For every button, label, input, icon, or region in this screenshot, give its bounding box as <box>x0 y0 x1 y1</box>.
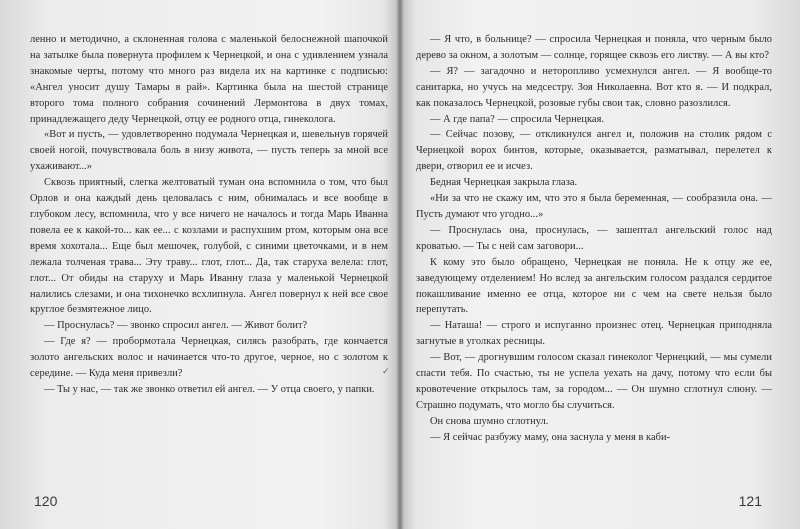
paragraph: Он снова шумно сглотнул. <box>430 415 549 427</box>
paragraph: Бедная Чернецкая закрыла глаза. <box>430 177 578 189</box>
margin-mark: ✓ <box>382 366 390 376</box>
left-page <box>0 0 398 529</box>
paragraph: «Ни за что не скажу им, что это я была беременная, — сообразила она. — Пусть думают что угодно...» <box>416 193 772 220</box>
paragraph: — Проснулась она, проснулась, — зашептал ангельский голос над кроватью. — Ты с ней сам заговори... <box>416 224 772 252</box>
right-page <box>402 0 800 529</box>
paragraph: — Я сейчас разбужу маму, она заснула у меня в каби- <box>430 431 671 443</box>
left-page-text <box>30 32 388 398</box>
page-number: 121 <box>738 493 762 509</box>
paragraph: — А где папа? — спросила Чернецкая. <box>430 113 605 125</box>
paragraph: — Сейчас позову, — откликнулся ангел и, положив на столик рядом с Чернецкой ворох бинтов, которые, оказывается, разматывал, перелетел к двери, отворил ее и исчез. <box>416 129 772 173</box>
paragraph: — Наташа! — строго и испуганно произнес отец. Чернецкая приподняла загнутые в уголках ресницы. <box>416 320 772 348</box>
paragraph: — Где я? — пробормотала Чернецкая, силясь разобрать, где кончается золото ангельских волос и начинается что-то другое, черное, но с золотом к середине. — Куда меня привезли? <box>30 336 388 380</box>
paragraph: К кому это было обращено, Чернецкая не поняла. Не к отцу же ее, заведующему отделением! Но вслед за ангельским голосом раздался сердитое покашливание именно ее отца, которое ни с чем на свете нельзя было перепутать. <box>416 256 772 316</box>
paragraph: Сквозь приятный, слегка желтоватый туман она вспомнила о том, что был Орлов и она каждый день целовалась с ним, обнималась и все вообще в глубоком лесу, вспомнила, что у все ничего не началось и тогда Марь Иванна повела ее к какой-то... как ее... с козлами и распухшим ртом, которым она все время хохотала... Еще был мешочек, голубой, с синими цветочками, и в нем лежала толченая трава... Эту траву... глот, глот... Да, так старуха велела: глот, глот... От обиды на старуху и Марь Иванну глаза у маленькой Чернецкой налились слезами, и она тихонечко всхлипнула. Ангел повернул к ней все свое круглое безмятежное лицо. <box>30 177 388 316</box>
page-number: 120 <box>34 493 58 509</box>
paragraph: — Проснулась? — звонко спросил ангел. — Живот болит? <box>44 320 308 332</box>
paragraph: — Вот, — дрогнувшим голосом сказал гинеколог Чернецкий, — мы сумели спасти тебя. По счастью, ты не успела уехать на дачу, потому что если бы кровотечение открылось там, за городом... — Он шумно сглотнул слюну. — Страшно подумать, что могло бы случиться. <box>416 352 772 411</box>
paragraph: «Вот и пусть, — удовлетворенно подумала Чернецкая и, шевельнув горячей своей ногой, почувствовала боль в низу живота, — пусть теперь за мной все ухаживают...» <box>30 129 388 173</box>
paragraph: ленно и методично, а склоненная голова с маленькой белоснежной шапочкой на затылке была повернута профилем к Чернецкой, и она с удивлением узнала знакомые черты, потому что много раз видела их на картинке с подписью: «Ангел уносит душу Тамары в рай». Картинка была на шестой странице второго тома полного собрания сочинений Лермонтова в двух томах, принадлежащего деду Чернецкой, отцу ее родного отца, гинеколога. <box>30 34 388 125</box>
paragraph: — Ты у нас, — так же звонко ответил ей ангел. — У отца своего, у папки. <box>44 383 375 395</box>
paragraph: — Я? — загадочно и неторопливо усмехнулся ангел. — Я вообще-то санитарка, но учусь на медсестру. Зоя Николаевна. Вот кто я. — И подкрал, как показалось Чернецкой, розовые губы свои так, словно разозлился. <box>416 65 772 109</box>
paragraph: — Я что, в больнице? — спросила Чернецкая и поняла, что черным было дерево за окном, а золотым — солнце, горящее сквозь его листву. — А вы кто? <box>416 34 772 61</box>
right-page-text <box>416 32 772 446</box>
